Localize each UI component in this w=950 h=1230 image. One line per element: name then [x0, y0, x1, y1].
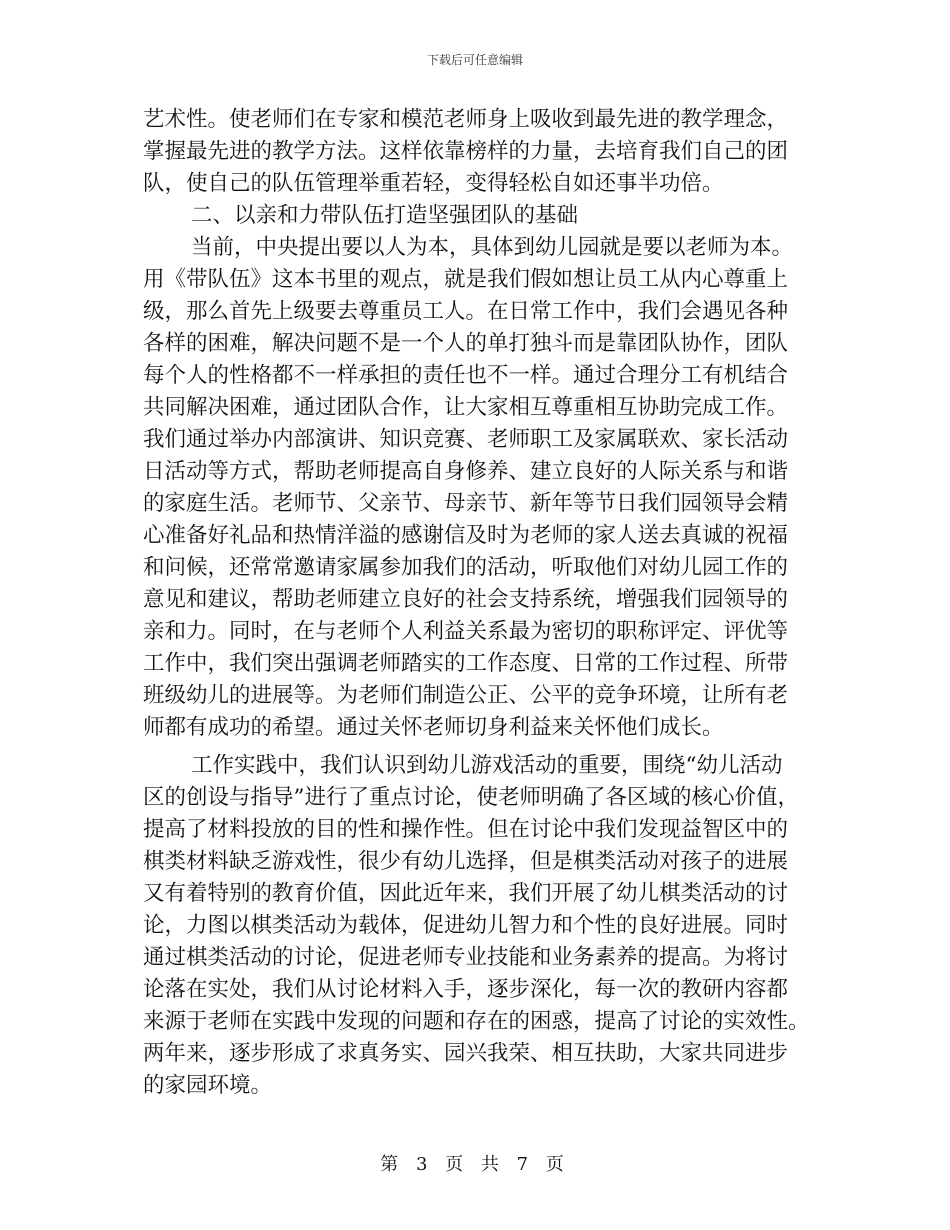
body-line: 心准备好礼品和热情洋溢的感谢信及时为老师的家人送去真诚的祝福: [143, 523, 789, 548]
body-line: 意见和建议，帮助老师建立良好的社会支持系统，增强我们园领导的: [143, 587, 789, 612]
body-line: 掌握最先进的教学方法。这样依靠榜样的力量，去培育我们自己的团: [143, 139, 789, 164]
document-body: [143, 104, 810, 1102]
body-line: 棋类材料缺乏游戏性，很少有幼儿选择，但是棋类活动对孩子的进展: [143, 849, 789, 874]
body-line: 两年来，逐步形成了求真务实、园兴我荣、相互扶助，大家共同进步: [143, 1041, 789, 1066]
body-line: 艺术性。使老师们在专家和模范老师身上吸收到最先进的教学理念，: [143, 107, 789, 132]
body-line: 队，使自己的队伍管理举重若轻，变得轻松自如还事半功倍。: [143, 171, 724, 196]
body-line: 工作实践中，我们认识到幼儿游戏活动的重要，围绕“幼儿活动: [191, 753, 783, 778]
body-line: 每个人的性格都不一样承担的责任也不一样。通过合理分工有机结合: [143, 363, 789, 388]
body-line: 级，那么首先上级要去尊重员工人。在日常工作中，我们会遇见各种: [143, 299, 789, 324]
body-line: 通过棋类活动的讨论，促进老师专业技能和业务素养的提高。为将讨: [143, 945, 789, 970]
section-heading: 二、以亲和力带队伍打造坚强团队的基础: [191, 203, 579, 228]
page-number: 第 3 页 共 7 页: [380, 1154, 570, 1175]
body-line: 当前，中央提出要以人为本，具体到幼儿园就是要以老师为本。: [191, 235, 794, 260]
body-line: 论，力图以棋类活动为载体，促进幼儿智力和个性的良好进展。同时: [143, 913, 789, 938]
body-line: 和问候，还常常邀请家属参加我们的活动，听取他们对幼儿园工作的: [143, 555, 789, 580]
body-line: 亲和力。同时，在与老师个人利益关系最为密切的职称评定、评优等: [143, 619, 789, 644]
body-line: 论落在实处，我们从讨论材料入手，逐步深化，每一次的教研内容都: [143, 977, 789, 1002]
body-line: 我们通过举办内部演讲、知识竞赛、老师职工及家属联欢、家长活动: [143, 427, 789, 452]
body-line: 来源于老师在实践中发现的问题和存在的困惑，提高了讨论的实效性。: [143, 1009, 810, 1034]
body-line: 各样的困难，解决问题不是一个人的单打独斗而是靠团队协作，团队: [143, 331, 789, 356]
body-line: 用《带队伍》这本书里的观点，就是我们假如想让员工从内心尊重上: [143, 267, 789, 292]
body-line: 又有着特别的教育价值，因此近年来，我们开展了幼儿棋类活动的讨: [143, 881, 789, 906]
body-line: 班级幼儿的进展等。为老师们制造公正、公平的竞争环境，让所有老: [143, 683, 789, 708]
body-line: 提高了材料投放的目的性和操作性。但在讨论中我们发现益智区中的: [143, 817, 789, 842]
body-line: 工作中，我们突出强调老师踏实的工作态度、日常的工作过程、所带: [143, 651, 789, 676]
body-line: 日活动等方式，帮助老师提高自身修养、建立良好的人际关系与和谐: [143, 459, 789, 484]
body-line: 区的创设与指导”进行了重点讨论，使老师明确了各区域的核心价值，: [143, 785, 799, 810]
body-line: 师都有成功的希望。通过关怀老师切身利益来关怀他们成长。: [143, 715, 724, 740]
body-line: 的家庭生活。老师节、父亲节、母亲节、新年等节日我们园领导会精: [143, 491, 789, 516]
page-header: 下载后可任意编辑: [426, 53, 523, 67]
body-line: 的家园环境。: [143, 1073, 273, 1098]
body-line: 共同解决困难，通过团队合作，让大家相互尊重相互协助完成工作。: [143, 395, 789, 420]
